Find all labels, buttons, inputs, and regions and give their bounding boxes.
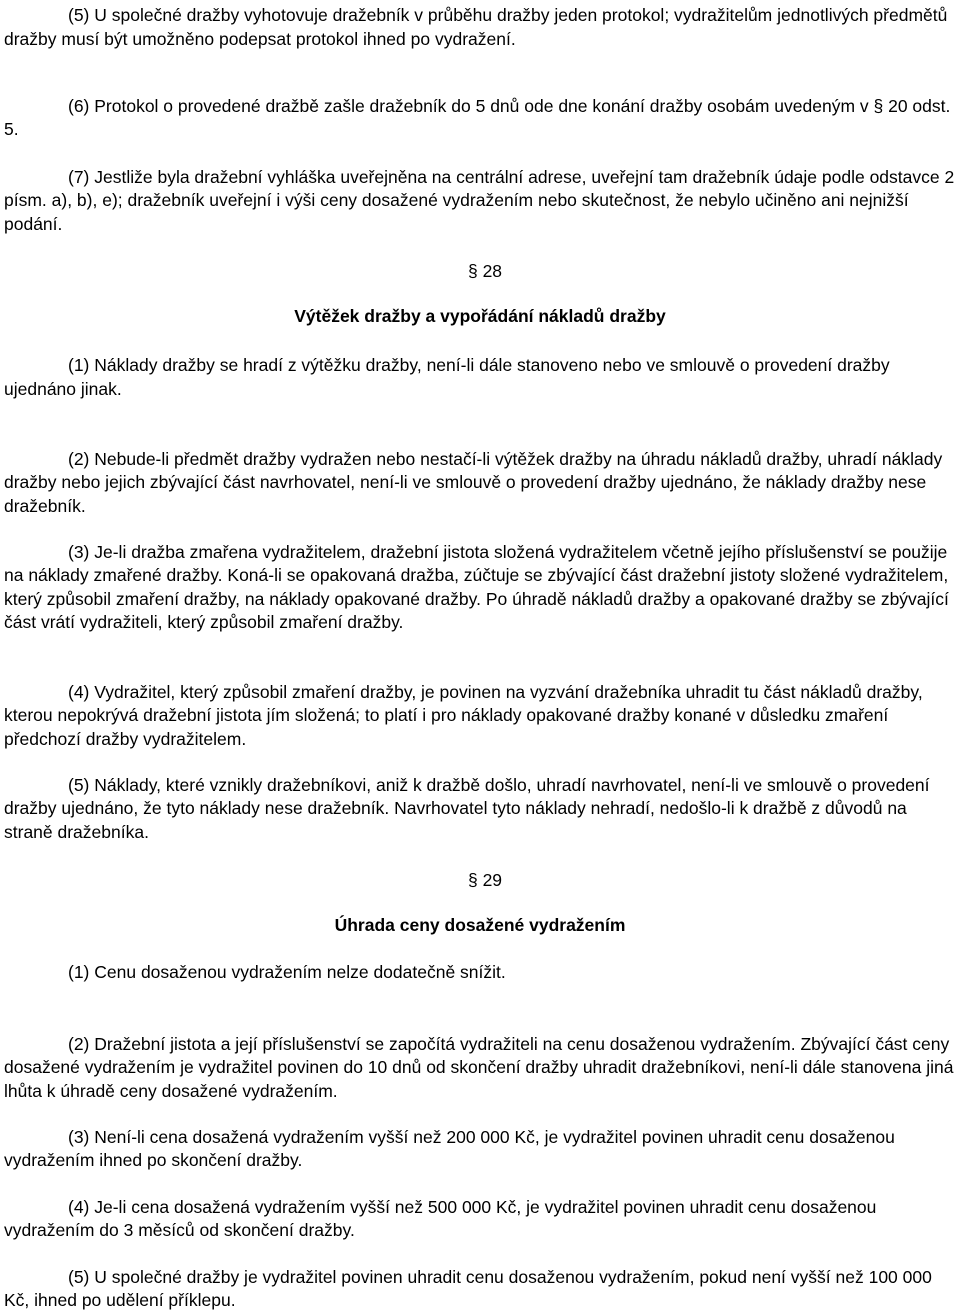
paragraph-29-5: (5) U společné dražby je vydražitel povinen uhradit cenu dosaženou vydražením, pokud není vyšší než 100 000 Kč, ihned po udělení příklepu. xyxy=(4,1266,932,1311)
paragraph-28-1: (1) Náklady dražby se hradí z výtěžku dražby, není-li dále stanoveno nebo ve smlouvě o provedení dražby ujednáno jinak. xyxy=(4,355,890,399)
paragraph-29-2: (2) Dražební jistota a její příslušenství se započítá vydražiteli na cenu dosaženou vydražením. Zbývající část ceny dosažené vydražením je vydražitel povinen do 10 dnů od skončení dražby uhradit dražebníkovi, není-li dále stanovena jiná lhůta k úhradě ceny dosažené vydražením. xyxy=(4,1033,954,1101)
paragraph-29-1: (1) Cenu dosaženou vydražením nelze dodatečně snížit. xyxy=(68,962,506,982)
paragraph-28-3: (3) Je-li dražba zmařena vydražitelem, dražební jistota složená vydražitelem včetně jejího příslušenství se použije na náklady zmařené dražby. Koná-li se opakovaná dražba, zúčtuje se zbývající část dražební jistoty složené vydražitelem, který způsobil zmaření dražby, na náklady opakované dražby. Po úhradě nákladů dražby a opakované dražby se zbývající část vrátí vydražiteli, který způsobil zmaření dražby. xyxy=(4,541,949,633)
section-28-mark: § 28 xyxy=(467,261,503,281)
paragraph-27-6: (6) Protokol o provedené dražbě zašle dražebník do 5 dnů ode dne konání dražby osobám uvedeným v § 20 odst. 5. xyxy=(4,95,951,140)
paragraph-27-5: (5) U společné dražby vyhotovuje dražebník v průběhu dražby jeden protokol; vydražitelům jednotlivých předmětů dražby musí být umožněno podepsat protokol ihned po vydražení. xyxy=(4,5,948,49)
paragraph-28-2: (2) Nebude-li předmět dražby vydražen nebo nestačí-li výtěžek dražby na úhradu nákladů dražby, uhradí náklady dražby nebo jejich zbývající část navrhovatel, není-li ve smlouvě o provedení dražby ujednáno, že náklady dražby nese dražebník. xyxy=(4,448,943,516)
section-28-title: Výtěžek dražby a vypořádání nákladů dražby xyxy=(294,306,666,326)
paragraph-28-4: (4) Vydražitel, který způsobil zmaření dražby, je povinen na vyzvání dražebníka uhradit tu část nákladů dražby, kterou nepokrývá dražební jistota jím složená; to platí i pro náklady opakované dražby konané v důsledku zmaření předchozí dražby vydražitelem. xyxy=(4,681,923,749)
paragraph-27-7: (7) Jestliže byla dražební vyhláška uveřejněna na centrální adrese, uveřejní tam dražebník údaje podle odstavce 2 písm. a), b), e); dražebník uveřejní i výši ceny dosažené vydražením nebo skutečnost, že nebylo učiněno ani nejnižší podání. xyxy=(4,166,955,234)
paragraph-29-4: (4) Je-li cena dosažená vydražením vyšší než 500 000 Kč, je vydražitel povinen uhradit cenu dosaženou vydražením do 3 měsíců od skončení dražby. xyxy=(4,1196,877,1241)
paragraph-28-5: (5) Náklady, které vznikly dražebníkovi, aniž k dražbě došlo, uhradí navrhovatel, není-li ve smlouvě o provedení dražby ujednáno, že tyto náklady nese dražebník. Navrhovatel tyto náklady nehradí, nedošlo-li k dražbě z důvodů na straně dražebníka. xyxy=(4,774,930,842)
section-29-mark: § 29 xyxy=(467,870,503,890)
paragraph-29-3: (3) Není-li cena dosažená vydražením vyšší než 200 000 Kč, je vydražitel povinen uhradit cenu dosaženou vydražením ihned po skončení dražby. xyxy=(4,1126,895,1171)
section-29-title: Úhrada ceny dosažené vydražením xyxy=(334,915,626,935)
